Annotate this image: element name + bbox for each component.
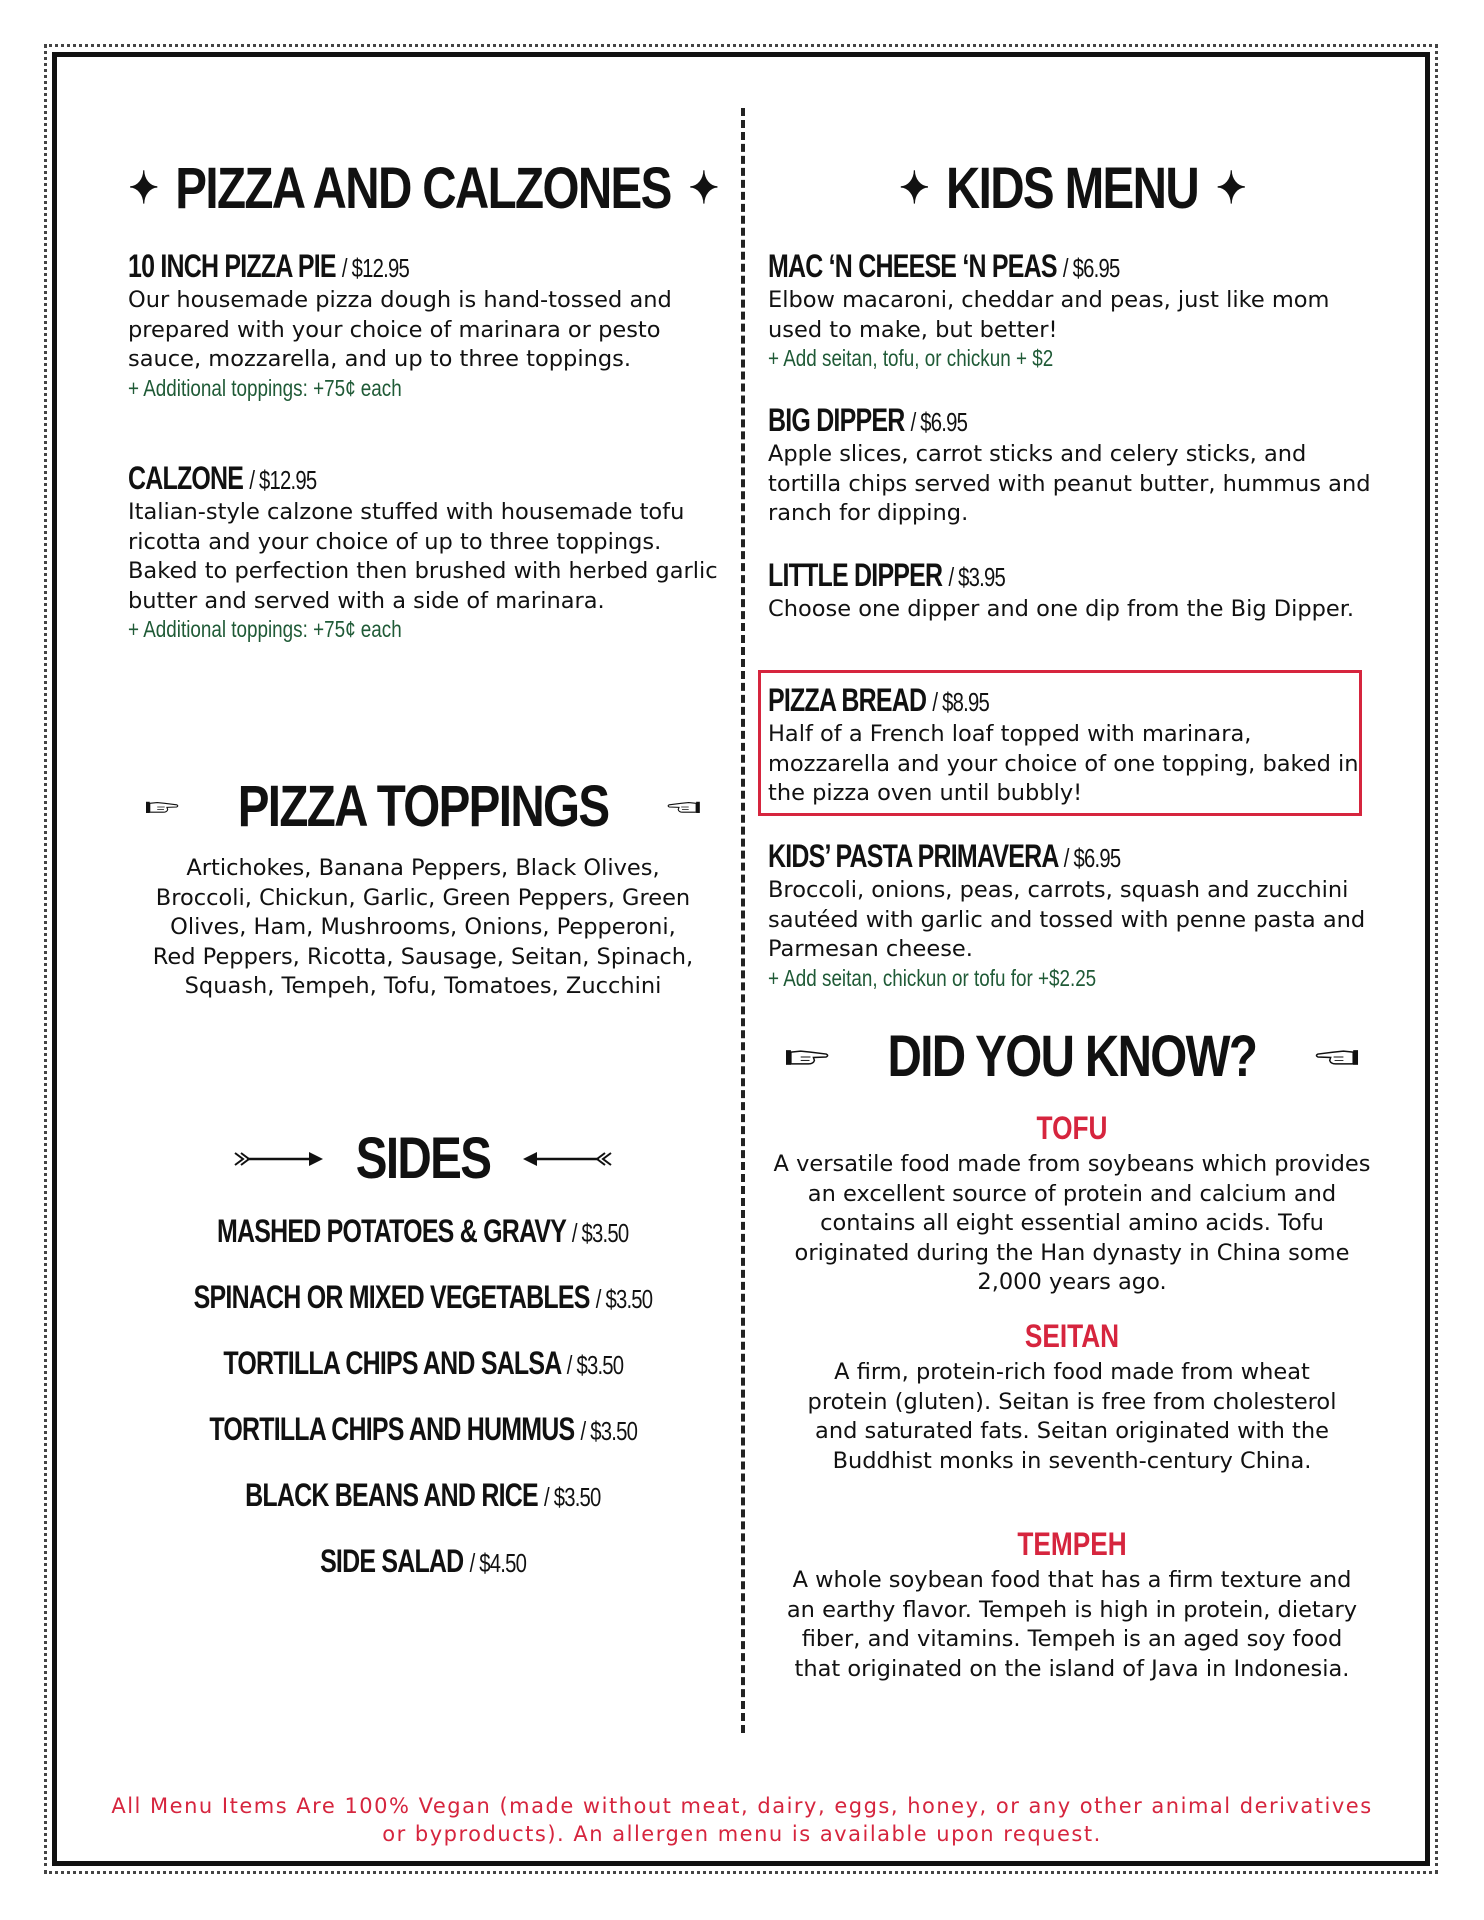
pizza-heading: PIZZA AND CALZONES xyxy=(175,156,671,221)
arrow-icon xyxy=(521,1149,613,1169)
kids-section xyxy=(768,156,1376,221)
dyk-heading-row xyxy=(768,1024,1376,1089)
sides-list xyxy=(128,1208,718,1604)
item-name: BLACK BEANS AND RICE xyxy=(245,1477,538,1513)
item-price: / $3.50 xyxy=(572,1218,629,1248)
toppings-section xyxy=(128,774,718,839)
pointing-hand-icon xyxy=(1315,1037,1358,1077)
item-description: Apple slices, carrot sticks and celery sticks, and tortilla chips served with peanut butter, hummus and ranch for dipping. xyxy=(768,441,1371,526)
item-price: / $8.95 xyxy=(932,687,990,717)
item-name: MAC ‘N CHEESE ‘N PEAS / $6.95 xyxy=(768,248,1120,284)
item-addon: + Add seitan, tofu, or chickun + $2 xyxy=(768,345,1054,371)
list-item xyxy=(128,1340,718,1406)
menu-item xyxy=(768,840,1376,999)
item-name: TORTILLA CHIPS AND SALSA xyxy=(223,1345,561,1381)
toppings-list: Artichokes, Banana Peppers, Black Olives, Broccoli, Chickun, Garlic, Green Peppers, Green Olives, Ham, Mushrooms, Onions, Pepperoni, Red Peppers, Ricotta, Sausage, Seitan, Spinach, Squash, Tempeh, Tofu, Tomatoes, Zucchini xyxy=(152,855,694,999)
item-description: Italian-style calzone stuffed with housemade tofu ricotta and your choice of up to three toppings. Baked to perfection then brushed with herbed garlic butter and served with a side of marinara. xyxy=(128,499,718,614)
item-price: / $3.50 xyxy=(595,1284,653,1314)
item-price: / $12.95 xyxy=(341,253,409,283)
item-addon: + Additional toppings: +75¢ each xyxy=(128,374,402,401)
pizza-heading-row xyxy=(128,156,718,221)
sides-section xyxy=(128,1126,718,1191)
item-description: Choose one dipper and one dip from the Big Dipper. xyxy=(768,596,1355,622)
sparkle-icon: ✦ xyxy=(688,164,718,213)
sparkle-icon: ✦ xyxy=(1216,164,1245,213)
item-name: 10 INCH PIZZA PIE / $12.95 xyxy=(128,248,409,284)
item-name: KIDS’ PASTA PRIMAVERA / $6.95 xyxy=(768,838,1121,874)
list-item xyxy=(128,1472,718,1538)
item-price: / $6.95 xyxy=(910,407,968,437)
dyk-entry xyxy=(772,1320,1372,1476)
sparkle-icon: ✦ xyxy=(128,164,158,213)
item-description: Broccoli, onions, peas, carrots, squash and zucchini sautéed with garlic and tossed with penne pasta and Parmesan cheese. xyxy=(768,877,1366,962)
item-description: Elbow macaroni, cheddar and peas, just like mom used to make, but better! xyxy=(768,287,1330,343)
list-item xyxy=(128,1406,718,1472)
pointing-hand-icon xyxy=(786,1037,829,1077)
menu-item xyxy=(768,559,1376,625)
item-price: / $3.50 xyxy=(566,1350,623,1380)
kids-heading-row xyxy=(823,156,1322,221)
item-description: Half of a French loaf topped with marinara, mozzarella and your choice of one topping, baked in the pizza oven until bubbly! xyxy=(768,721,1359,806)
item-price: / $6.95 xyxy=(1063,843,1121,873)
sparkle-icon: ✦ xyxy=(899,164,928,213)
list-item xyxy=(128,1208,718,1274)
menu-item xyxy=(768,250,1376,379)
dyk-entry xyxy=(772,1112,1372,1298)
dyk-text: A firm, protein-rich food made from wheat protein (gluten). Seitan is free from cholesterol and saturated fats. Seitan originated with the Buddhist monks in seventh-century China. xyxy=(807,1359,1337,1474)
sides-heading-row xyxy=(128,1126,718,1191)
menu-item xyxy=(768,684,1376,809)
item-name: SIDE SALAD xyxy=(319,1543,464,1579)
item-addon: + Add seitan, chickun or tofu for +$2.25 xyxy=(768,964,1097,991)
item-price: / $3.50 xyxy=(580,1416,637,1446)
toppings-heading-row xyxy=(128,774,718,839)
item-price: / $4.50 xyxy=(469,1548,527,1578)
pointing-hand-icon xyxy=(146,787,179,827)
item-description: Our housemade pizza dough is hand-tossed and prepared with your choice of marinara or pesto sauce, mozzarella, and up to three toppings. xyxy=(128,287,672,372)
dyk-text: A whole soybean food that has a firm texture and an earthy flavor. Tempeh is high in protein, dietary fiber, and vitamins. Tempeh is an aged soy food that originated on the island of Java in Indonesia. xyxy=(786,1567,1358,1682)
pointing-hand-icon xyxy=(667,787,700,827)
column-divider xyxy=(741,108,745,1733)
dyk-title: SEITAN xyxy=(1024,1318,1120,1354)
pizza-section xyxy=(128,156,718,221)
arrow-icon xyxy=(233,1149,325,1169)
dyk-section xyxy=(768,1024,1376,1089)
vegan-footer-note: All Menu Items Are 100% Vegan (made without meat, dairy, eggs, honey, or any other animal derivatives or byproducts). An allergen menu is available upon request. xyxy=(111,1794,1373,1846)
item-name: CALZONE / $12.95 xyxy=(128,460,317,496)
list-item xyxy=(128,1274,718,1340)
dyk-title: TEMPEH xyxy=(1017,1526,1127,1562)
item-name: PIZZA BREAD / $8.95 xyxy=(768,682,990,718)
item-name: LITTLE DIPPER / $3.95 xyxy=(768,557,1006,593)
dyk-title: TOFU xyxy=(1036,1110,1108,1146)
menu-item xyxy=(128,462,718,650)
item-price: / $6.95 xyxy=(1062,253,1120,283)
item-name: SPINACH OR MIXED VEGETABLES xyxy=(193,1279,590,1315)
toppings-heading: PIZZA TOPPINGS xyxy=(237,774,609,839)
item-name: BIG DIPPER / $6.95 xyxy=(768,402,968,438)
item-addon: + Additional toppings: +75¢ each xyxy=(128,616,402,642)
item-name: TORTILLA CHIPS AND HUMMUS xyxy=(209,1411,575,1447)
menu-item xyxy=(128,250,718,409)
dyk-entry xyxy=(772,1528,1372,1684)
item-price: / $3.95 xyxy=(948,562,1006,592)
sides-heading: SIDES xyxy=(355,1126,491,1191)
dyk-heading: DID YOU KNOW? xyxy=(887,1024,1257,1089)
item-price: / $12.95 xyxy=(249,465,317,495)
dyk-text: A versatile food made from soybeans which provides an excellent source of protein and calcium and contains all eight essential amino acids. Tofu originated during the Han dynasty in China some 2,000 years ago. xyxy=(773,1151,1371,1295)
list-item xyxy=(128,1538,718,1604)
item-price: / $3.50 xyxy=(544,1482,601,1512)
kids-heading: KIDS MENU xyxy=(945,156,1199,221)
item-name: MASHED POTATOES & GRAVY xyxy=(217,1213,566,1249)
menu-item xyxy=(768,404,1376,529)
